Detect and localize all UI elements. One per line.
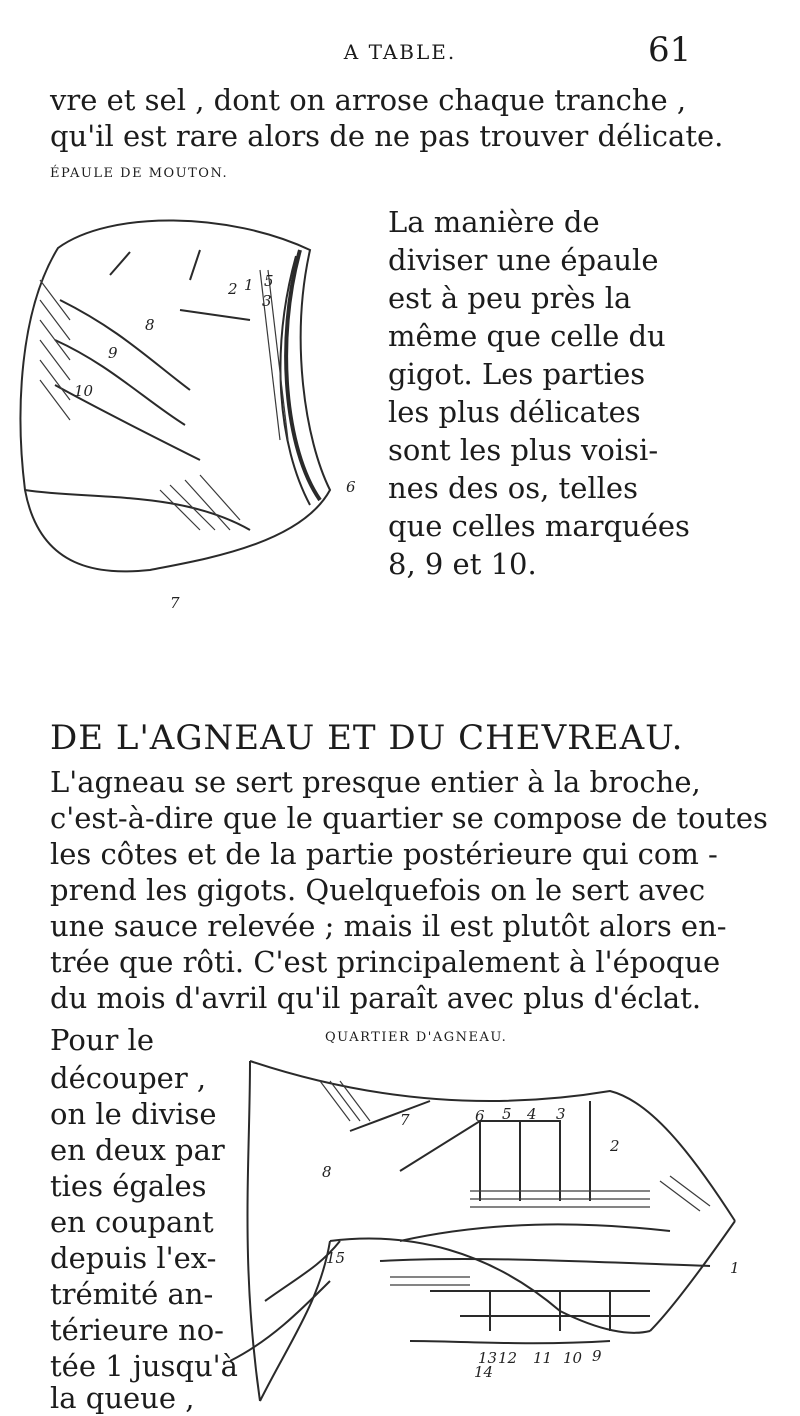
- figure-caption-epaule: ÉPAULE DE MOUTON.: [50, 166, 229, 181]
- fig-label: 9: [592, 1347, 602, 1365]
- text-line: ties égales: [50, 1169, 207, 1203]
- fig-label: 7: [170, 594, 180, 612]
- text-line: la queue ,: [50, 1381, 195, 1415]
- text-line: que celles marquées: [388, 509, 690, 543]
- text-line: qu'il est rare alors de ne pas trouver délicate.: [50, 119, 724, 153]
- text-line: en coupant: [50, 1205, 214, 1239]
- text-line: les plus délicates: [388, 395, 641, 429]
- fig-label: 14: [474, 1363, 494, 1381]
- text-line: nes des os, telles: [388, 471, 638, 505]
- text-line: même que celle du: [388, 319, 666, 353]
- epaule-de-mouton-figure: [0, 190, 360, 660]
- fig-label: 6: [346, 478, 356, 496]
- fig-label: 8: [322, 1163, 332, 1181]
- page-number: 61: [648, 30, 692, 70]
- text-line: est à peu près la: [388, 281, 632, 315]
- fig-label: 12: [498, 1349, 518, 1367]
- text-line: c'est-à-dire que le quartier se compose de toutes: [50, 801, 768, 835]
- text-line: les côtes et de la partie postérieure qui com -: [50, 837, 718, 871]
- fig-label: 8: [145, 316, 155, 334]
- fig-label: 15: [326, 1249, 346, 1267]
- fig-label: 1: [244, 276, 254, 294]
- text-line: Pour le: [50, 1023, 154, 1057]
- text-line: en deux par: [50, 1133, 225, 1167]
- text-line: vre et sel , dont on arrose chaque tranche ,: [50, 83, 687, 117]
- fig-label: 13: [478, 1349, 498, 1367]
- section-heading: DE L'AGNEAU ET DU CHEVREAU.: [50, 718, 684, 758]
- running-title: A TABLE.: [343, 40, 457, 64]
- text-line: gigot. Les parties: [388, 357, 646, 391]
- text-line: découper ,: [50, 1061, 207, 1095]
- text-line: on le divise: [50, 1097, 217, 1131]
- text-line: sont les plus voisi-: [388, 433, 659, 467]
- fig-label: 1: [730, 1259, 740, 1277]
- text-line: térieure no-: [50, 1313, 224, 1347]
- text-line: prend les gigots. Quelquefois on le sert avec: [50, 873, 706, 907]
- text-line: diviser une épaule: [388, 243, 659, 277]
- quartier-agneau-figure: [230, 1041, 790, 1411]
- text-line: une sauce relevée ; mais il est plutôt alors en-: [50, 909, 727, 943]
- fig-label: 9: [108, 344, 118, 362]
- text-line: trémité an-: [50, 1277, 214, 1311]
- fig-label: 5: [264, 272, 274, 290]
- text-line: depuis l'ex-: [50, 1241, 217, 1275]
- fig-label: 10: [563, 1349, 583, 1367]
- fig-label: 2: [610, 1137, 620, 1155]
- fig-label: 6: [475, 1107, 485, 1125]
- fig-label: 3: [262, 292, 272, 310]
- fig-label: 10: [74, 382, 94, 400]
- text-line: L'agneau se sert presque entier à la broche,: [50, 765, 701, 799]
- text-line: trée que rôti. C'est principalement à l'époque: [50, 945, 721, 979]
- fig-label: 7: [400, 1111, 410, 1129]
- figure-caption-quartier: QUARTIER D'AGNEAU.: [325, 1030, 508, 1045]
- text-line: tée 1 jusqu'à: [50, 1349, 238, 1383]
- fig-label: 4: [527, 1105, 537, 1123]
- fig-label: 2: [228, 280, 238, 298]
- text-line: La manière de: [388, 205, 600, 239]
- text-line: du mois d'avril qu'il paraît avec plus d'éclat.: [50, 981, 702, 1015]
- fig-label: 5: [502, 1105, 512, 1123]
- text-line: 8, 9 et 10.: [388, 547, 537, 581]
- fig-label: 11: [533, 1349, 553, 1367]
- fig-label: 3: [556, 1105, 566, 1123]
